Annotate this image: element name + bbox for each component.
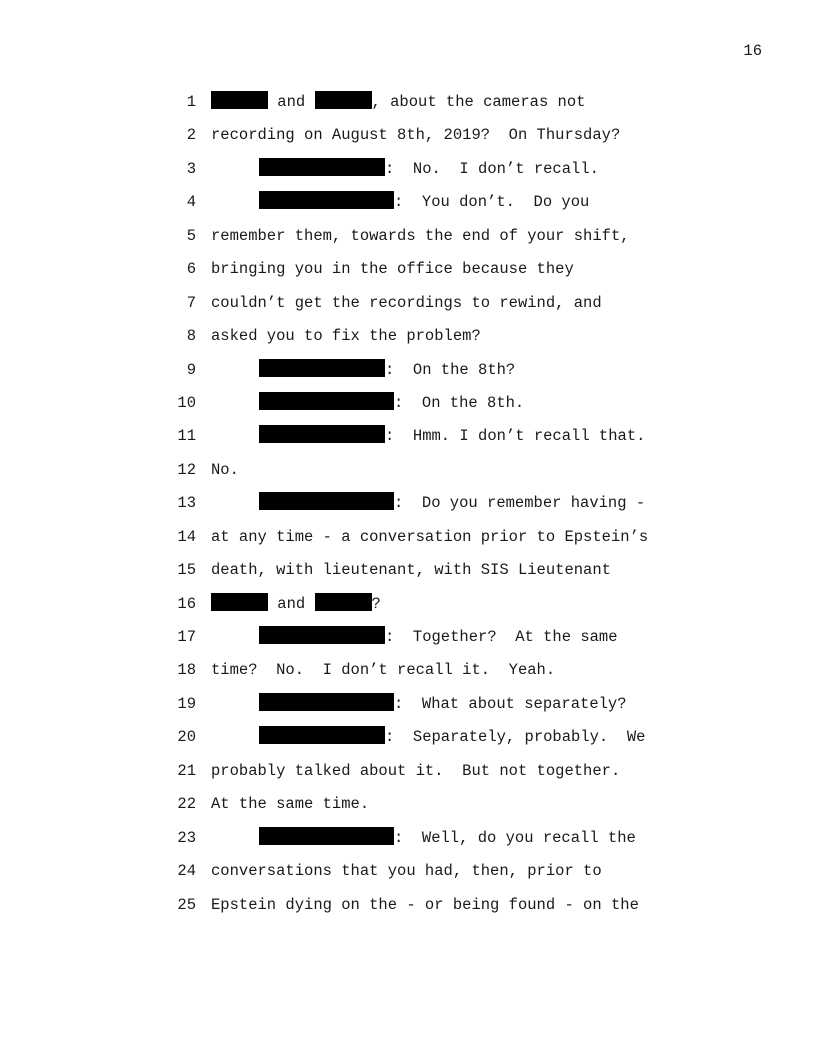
line-number: 21 — [177, 761, 196, 780]
transcript-line — [170, 755, 690, 788]
transcript-line — [170, 387, 690, 420]
line-number: 13 — [177, 494, 196, 513]
text-segment: : What about separately? — [394, 694, 627, 713]
transcript-line — [170, 220, 690, 253]
line-text — [259, 688, 627, 721]
text-segment: bringing you in the office because they — [211, 260, 574, 279]
line-number: 22 — [177, 795, 196, 814]
text-segment: and — [268, 594, 315, 613]
transcript-line — [170, 153, 690, 186]
text-segment: At the same time. — [211, 795, 370, 814]
transcript-line — [170, 253, 690, 286]
line-text — [211, 588, 381, 621]
transcript-line — [170, 119, 690, 152]
line-number: 18 — [177, 661, 196, 680]
text-segment: couldn’t get the recordings to rewind, and — [211, 293, 602, 312]
line-text — [211, 253, 574, 286]
line-text — [211, 755, 620, 788]
line-number: 14 — [177, 527, 196, 546]
redaction-block — [259, 827, 394, 845]
text-segment: : No. I don’t recall. — [385, 159, 599, 178]
transcript-line — [170, 822, 690, 855]
text-segment: : On the 8th? — [385, 360, 516, 379]
transcript-line — [170, 454, 690, 487]
redaction-block — [259, 359, 385, 377]
line-number: 5 — [186, 226, 196, 245]
line-text — [259, 420, 645, 453]
line-number: 15 — [177, 561, 196, 580]
redaction-block — [259, 693, 394, 711]
text-segment: : Do you remember having - — [394, 494, 646, 513]
transcript-line — [170, 688, 690, 721]
line-text — [259, 721, 645, 754]
line-text — [211, 119, 620, 152]
text-segment: death, with lieutenant, with SIS Lieutenant — [211, 561, 611, 580]
line-text — [211, 287, 602, 320]
redaction-block — [259, 425, 385, 443]
line-number: 23 — [177, 828, 196, 847]
line-number: 16 — [177, 594, 196, 613]
redaction-block — [259, 726, 385, 744]
line-number: 8 — [186, 327, 196, 346]
redaction-block — [259, 392, 394, 410]
line-text — [259, 186, 589, 219]
redaction-block — [211, 593, 268, 611]
line-number: 24 — [177, 862, 196, 881]
redaction-block — [315, 91, 372, 109]
line-text — [259, 822, 636, 855]
text-segment: : Separately, probably. We — [385, 728, 646, 747]
line-text — [259, 621, 618, 654]
transcript-line — [170, 86, 690, 119]
line-text — [259, 153, 599, 186]
text-segment: No. — [211, 460, 239, 479]
transcript-line — [170, 721, 690, 754]
line-text — [211, 320, 481, 353]
line-number: 3 — [186, 159, 196, 178]
redaction-block — [259, 626, 385, 644]
transcript-line — [170, 588, 690, 621]
redaction-block — [211, 91, 268, 109]
text-segment: : On the 8th. — [394, 393, 525, 412]
redaction-block — [315, 593, 372, 611]
line-number: 19 — [177, 694, 196, 713]
transcript-line — [170, 621, 690, 654]
transcript-line — [170, 420, 690, 453]
text-segment: asked you to fix the problem? — [211, 327, 481, 346]
line-text — [211, 654, 555, 687]
transcript-line — [170, 487, 690, 520]
transcript-line — [170, 521, 690, 554]
page-number: 16 — [743, 42, 762, 60]
line-number: 7 — [186, 293, 196, 312]
line-number: 6 — [186, 260, 196, 279]
line-number: 25 — [177, 895, 196, 914]
transcript-line — [170, 287, 690, 320]
transcript-line — [170, 320, 690, 353]
text-segment: : Together? At the same — [385, 628, 618, 646]
line-text — [259, 354, 515, 387]
text-segment: Epstein dying on the - or being found - on the — [211, 895, 639, 914]
line-text — [211, 788, 369, 821]
text-segment: at any time - a conversation prior to Epstein’s — [211, 527, 649, 546]
line-text — [211, 554, 611, 587]
line-number: 12 — [177, 460, 196, 479]
text-segment: time? No. I don’t recall it. Yeah. — [211, 661, 556, 680]
line-number: 2 — [186, 126, 196, 145]
text-segment: ? — [371, 594, 381, 613]
text-segment: , about the cameras not — [371, 93, 586, 111]
text-segment: : You don’t. Do you — [394, 193, 590, 212]
text-segment: remember them, towards the end of your shift, — [211, 226, 630, 245]
redaction-block — [259, 191, 394, 209]
text-segment: conversations that you had, then, prior to — [211, 862, 602, 881]
line-number: 10 — [177, 393, 196, 412]
text-segment: probably talked about it. But not together. — [211, 761, 621, 780]
line-number: 17 — [177, 628, 196, 646]
redaction-block — [259, 492, 394, 510]
text-segment: : Hmm. I don’t recall that. — [385, 427, 646, 446]
transcript-line — [170, 186, 690, 219]
line-text — [259, 487, 645, 520]
text-segment: recording on August 8th, 2019? On Thursday? — [211, 126, 621, 145]
line-text — [211, 220, 630, 253]
line-number: 20 — [177, 728, 196, 747]
line-number: 9 — [186, 360, 196, 379]
line-number: 4 — [186, 193, 196, 212]
line-number: 11 — [177, 427, 196, 446]
line-text — [211, 521, 648, 554]
redaction-block — [259, 158, 385, 176]
line-text — [211, 86, 585, 119]
transcript-body — [170, 86, 690, 922]
text-segment: and — [268, 93, 315, 111]
line-number: 1 — [186, 93, 196, 111]
transcript-line — [170, 354, 690, 387]
transcript-line — [170, 855, 690, 888]
line-text — [211, 454, 239, 487]
transcript-line — [170, 889, 690, 922]
line-text — [211, 855, 602, 888]
text-segment: : Well, do you recall the — [394, 828, 636, 847]
transcript-line — [170, 554, 690, 587]
line-text — [259, 387, 524, 420]
line-text — [211, 889, 639, 922]
transcript-line — [170, 788, 690, 821]
transcript-line — [170, 654, 690, 687]
